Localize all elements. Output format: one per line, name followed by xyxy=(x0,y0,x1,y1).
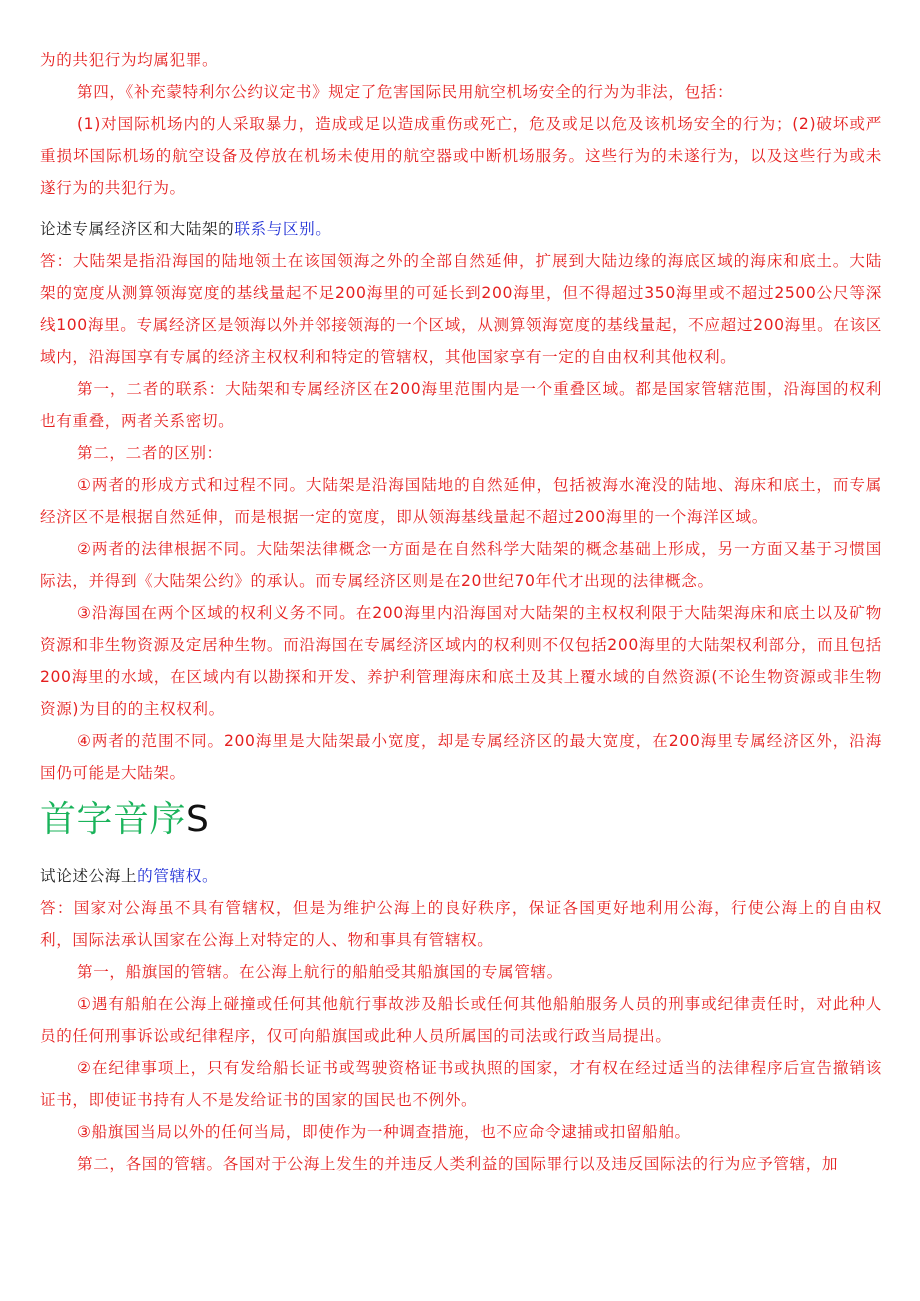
paragraph-protocol-items: (1)对国际机场内的人采取暴力，造成或足以造成重伤或死亡，危及或足以危及该机场安全的行为；(2)破坏或严重损坏国际机场的航空设备及停放在机场未使用的航空器或中断机场服务。这些行为的未遂行为，以及这些行为或未遂行为的共犯行为。 xyxy=(40,115,882,197)
section-high-seas-jurisdiction xyxy=(40,860,882,1180)
answer-paragraph: 答：大陆架是指沿海国的陆地领土在该国领海之外的全部自然延伸，扩展到大陆边缘的海底区域的海床和底土。大陆架的宽度从测算领海宽度的基线量起不足200海里的可延长到200海里，但不得超过350海里或不超过2500公尺等深线100海里。专属经济区是领海以外并邻接领海的一个区域，从测算领海宽度的基线量起，不应超过200海里。在该区域内，沿海国享有专属的经济主权权利和特定的管辖权，其他国家享有一定的自由权利其他权利。 xyxy=(40,252,882,366)
question-highlight: 联系与区别。 xyxy=(234,220,332,238)
question-prefix: 试论述公海上 xyxy=(40,867,138,885)
flag-state-item: ①遇有船舶在公海上碰撞或任何其他航行事故涉及船长或任何其他船舶服务人员的刑事或纪律责任时，对此种人员的任何刑事诉讼或纪律程序，仅可向船旗国或此种人员所属国的司法或行政当局提出。 xyxy=(40,995,882,1045)
question-prefix: 论述专属经济区和大陆架的 xyxy=(40,220,235,238)
relation-paragraph: 第一，二者的联系：大陆架和专属经济区在200海里范围内是一个重叠区域。都是国家管辖范围，沿海国的权利也有重叠，两者关系密切。 xyxy=(40,380,882,430)
difference-item: ④两者的范围不同。200海里是大陆架最小宽度，却是专属经济区的最大宽度，在200海里专属经济区外，沿海国仍可能是大陆架。 xyxy=(40,732,882,782)
section-heading xyxy=(40,796,209,844)
section-aviation-security xyxy=(40,44,882,204)
difference-heading: 第二，二者的区别： xyxy=(77,444,223,462)
flag-state-paragraph: 第一，船旗国的管辖。在公海上航行的船舶受其船旗国的专属管辖。 xyxy=(77,963,563,981)
heading-text: 首字音序 xyxy=(40,799,187,840)
difference-item: ②两者的法律根据不同。大陆架法律概念一方面是在自然科学大陆架的概念基础上形成，另一方面又基于习惯国际法，并得到《大陆架公约》的承认。而专属经济区则是在20世纪70年代才出现的法律概念。 xyxy=(40,540,882,590)
difference-item: ①两者的形成方式和过程不同。大陆架是沿海国陆地的自然延伸，包括被海水淹没的陆地、海床和底土，而专属经济区不是根据自然延伸，而是根据一定的宽度，即从领海基线量起不超过200海里的一个海洋区域。 xyxy=(40,476,882,526)
question-title xyxy=(40,860,882,892)
question-highlight: 的管辖权。 xyxy=(137,867,219,885)
heading-letter: S xyxy=(186,799,210,840)
paragraph-protocol: 第四，《补充蒙特利尔公约议定书》规定了危害国际民用航空机场安全的行为为非法，包括： xyxy=(77,83,734,101)
paragraph-continuation: 为的共犯行为均属犯罪。 xyxy=(40,51,219,69)
flag-state-item: ③船旗国当局以外的任何当局，即使作为一种调查措施，也不应命令逮捕或扣留船舶。 xyxy=(77,1123,691,1141)
flag-state-item: ②在纪律事项上，只有发给船长证书或驾驶资格证书或执照的国家，才有权在经过适当的法律程序后宣告撤销该证书，即使证书持有人不是发给证书的国家的国民也不例外。 xyxy=(40,1059,882,1109)
answer-paragraph: 答：国家对公海虽不具有管辖权，但是为维护公海上的良好秩序，保证各国更好地利用公海，行使公海上的自由权利，国际法承认国家在公海上对特定的人、物和事具有管辖权。 xyxy=(40,899,882,949)
states-jurisdiction-paragraph: 第二，各国的管辖。各国对于公海上发生的并违反人类利益的国际罪行以及违反国际法的行为应予管辖，加 xyxy=(77,1155,839,1173)
difference-item: ③沿海国在两个区域的权利义务不同。在200海里内沿海国对大陆架的主权权利限于大陆架海床和底土以及矿物资源和非生物资源及定居种生物。而沿海国在专属经济区域内的权利则不仅包括200海里的大陆架权利部分，而且包括200海里的水域，在区域内有以勘探和开发、养护利管理海床和底土及其上覆水域的自然资源(不论生物资源或非生物资源)为目的的主权权利。 xyxy=(40,604,882,718)
section-eez-continental-shelf xyxy=(40,213,882,789)
question-title xyxy=(40,213,882,245)
